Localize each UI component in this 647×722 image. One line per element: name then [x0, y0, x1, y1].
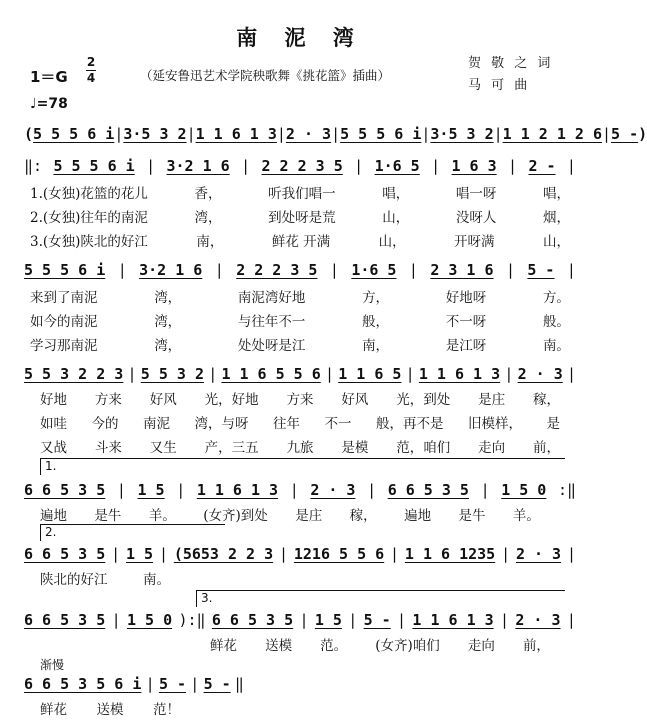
lyric: 如哇	[40, 416, 67, 432]
notation-group: 2 · 3	[310, 481, 356, 499]
notation-group: 5 -	[158, 675, 187, 693]
notation-group: 1 6 3	[451, 157, 497, 175]
lyric: 往年	[273, 416, 300, 432]
barline: |	[111, 611, 121, 629]
barline: |	[566, 365, 576, 383]
meter-bottom: 4	[86, 71, 96, 85]
lyric: 范！	[153, 702, 180, 718]
lyric: 方来	[94, 392, 122, 408]
lyric-line	[40, 436, 560, 456]
lyric: 遍地	[40, 508, 67, 524]
notation-group: 3·5 3 2	[430, 125, 494, 143]
intro-paren-open: (	[24, 125, 34, 143]
notation-group: 1 1 6 1 3	[412, 611, 494, 629]
lyric: 1.(女独)花篮的花儿	[30, 186, 148, 202]
lyric: 不一	[324, 416, 352, 432]
notation-group: 1 5	[314, 611, 342, 629]
lyric: 山，	[378, 234, 406, 250]
lyric: 2.(女独)往年的南泥	[30, 210, 148, 226]
notation-group: 1 5 0	[126, 611, 173, 629]
lyric: 唱一呀	[455, 186, 497, 202]
lyric: 走向	[467, 638, 495, 654]
barline: |	[354, 157, 364, 175]
notation-group: 1·6 5	[351, 261, 397, 279]
lyric: 如今的南泥	[30, 314, 98, 330]
lyric-line	[40, 568, 170, 588]
volta-bracket-2: 2.	[40, 524, 225, 541]
notation-group: 1 1 6 1235	[404, 545, 496, 563]
lyric: 方。	[542, 290, 570, 306]
lyric-line	[210, 634, 550, 654]
lyric: 是	[546, 416, 560, 432]
notation-group: 5 5 5 6 i	[53, 157, 135, 175]
barline: |	[504, 365, 514, 383]
lyric: 湾，	[194, 210, 222, 226]
lyric: 开呀满	[454, 234, 495, 250]
lyric: 产，三五	[204, 440, 259, 456]
notation-group: 2 3 1 6	[430, 261, 494, 279]
lyric-line	[30, 230, 570, 250]
lyric: 今的	[91, 416, 119, 432]
notation-group: 1·6 5	[374, 157, 420, 175]
repeat-start: ‖:	[24, 157, 43, 175]
time-signature	[86, 56, 96, 85]
barline: |	[324, 365, 335, 383]
lyric: 处处呀是江	[237, 338, 306, 354]
barline: |	[186, 125, 196, 143]
ritardando-mark: 渐慢	[40, 658, 65, 672]
lyric: 唱，	[382, 186, 410, 202]
barline: |	[276, 125, 286, 143]
notation-group: 1 1 6 5 5 6	[221, 365, 321, 383]
lyric: 南。	[143, 572, 170, 588]
notation-group: 5 -	[203, 675, 231, 693]
lyric: 好地	[40, 392, 67, 408]
barline: |	[390, 545, 400, 563]
barline: |	[408, 261, 418, 279]
song-title: 南 泥 湾	[236, 25, 364, 50]
lyric-line	[40, 504, 540, 524]
lyric: 羊。	[148, 508, 176, 524]
barline: |	[176, 481, 186, 499]
barline: |	[505, 261, 515, 279]
notation-group: 2 · 3	[515, 611, 561, 629]
notation-group: 5 -	[363, 611, 391, 629]
barline: |	[566, 157, 576, 175]
lyric: 斗来	[94, 440, 122, 456]
repeat-end: :‖	[557, 481, 576, 499]
lyric: 南泥湾好地	[237, 290, 306, 306]
lyric: 鲜花	[40, 702, 67, 718]
notation-group: (5653 2 2 3	[173, 545, 274, 563]
lyric: 是模	[341, 440, 369, 456]
lyric: 稼，	[349, 508, 377, 524]
notation-group: 1 1 2 1 2 6	[502, 125, 602, 143]
notation-group: 5 5 5 6 i	[340, 125, 422, 143]
notation-row-6	[24, 608, 576, 632]
notation-group: 6 6 5 3 5	[211, 611, 294, 629]
intro-paren-close: )	[638, 125, 647, 143]
lyric: 香，	[194, 186, 222, 202]
lyric: 般。	[542, 314, 570, 330]
lyric: 来到了南泥	[30, 290, 98, 306]
lyric: 九旅	[286, 440, 314, 456]
lyric: 前，	[522, 638, 550, 654]
lyric: 山，	[542, 234, 570, 250]
lyric: 鲜花	[210, 638, 237, 654]
notation-row-5	[24, 542, 576, 566]
barline: |	[493, 125, 503, 143]
barline: |	[566, 261, 576, 279]
lyric: 好风	[341, 392, 369, 408]
barline: |	[146, 157, 156, 175]
lyric: 范。	[320, 638, 348, 654]
barline: |	[421, 125, 431, 143]
lyric: 山，	[382, 210, 410, 226]
lyric: 听我们唱一	[268, 186, 336, 202]
lyric: 方，	[362, 290, 390, 306]
lyric: 湾，	[154, 290, 182, 306]
notation-group: 3·5 3 2	[123, 125, 187, 143]
lyricist-credit: 贺 敬 之 词	[468, 56, 554, 71]
lyric: 是庄	[478, 392, 506, 408]
barline: |	[602, 125, 612, 143]
meter-top: 2	[86, 55, 96, 69]
song-subtitle: （延安鲁迅艺术学院秧歌舞《挑花篮》插曲）	[140, 68, 391, 83]
notation-group: 2 · 3	[285, 125, 332, 143]
barline: |	[289, 481, 299, 499]
lyric-line	[40, 698, 180, 718]
lyric: 湾，与呀	[194, 416, 249, 432]
notation-group: 6 6 5 3 5 6 i	[24, 675, 142, 693]
notation-row-4	[24, 478, 576, 502]
lyric: 南，	[196, 234, 224, 250]
barline: |	[500, 611, 510, 629]
lyric-line	[30, 334, 570, 354]
notation-row-3	[24, 362, 576, 386]
lyric: 好风	[149, 392, 177, 408]
notation-group: 1 5	[137, 481, 165, 499]
lyric: 走向	[478, 440, 506, 456]
barline: |	[329, 261, 339, 279]
barline: |	[127, 365, 137, 383]
notation-group: 5 5 3 2	[140, 365, 204, 383]
barline: |	[566, 611, 576, 629]
key-signature: 1＝G	[30, 68, 68, 86]
lyric: 是牛	[94, 508, 122, 524]
lyric: 学习那南泥	[30, 338, 98, 354]
lyric: 南。	[542, 338, 570, 354]
lyric: 烟，	[542, 210, 570, 226]
barline: |	[397, 611, 407, 629]
notation-group: 5 -	[611, 125, 639, 143]
notation-group: 1 1 6 1 3	[196, 481, 279, 499]
notation-row-2	[24, 258, 576, 282]
barline: |	[111, 545, 121, 563]
lyric: 不一呀	[445, 314, 487, 330]
lyric: 遍地	[404, 508, 432, 524]
notation-group: 6 6 5 3 5	[24, 545, 106, 563]
lyric-line	[30, 286, 570, 306]
lyric-line	[30, 206, 570, 226]
notation-group: 5 5 3 2 2 3	[24, 365, 124, 383]
notation-group: 2 · 3	[515, 545, 562, 563]
lyric: 南，	[362, 338, 390, 354]
notation-group: 2 2 2 3 5	[261, 157, 343, 175]
lyric: 好地呀	[445, 290, 487, 306]
lyric: 唱，	[542, 186, 570, 202]
notation-group: 2 · 3	[517, 365, 563, 383]
lyric: 旧模样，	[468, 416, 522, 432]
barline: |	[566, 545, 576, 563]
notation-row-7	[24, 672, 244, 696]
lyric: (女齐)咱们	[375, 638, 440, 654]
barline: |	[480, 481, 490, 499]
notation-group: 6 6 5 3 5	[387, 481, 469, 499]
barline: |	[190, 675, 200, 693]
lyric: 湾，	[154, 314, 182, 330]
lyric: 稼，	[533, 392, 560, 408]
barline: |	[331, 125, 341, 143]
repeat-end: ):‖	[178, 611, 206, 629]
lyric: 是牛	[458, 508, 486, 524]
lyric: 方来	[286, 392, 314, 408]
notation-group: 1 5	[126, 545, 154, 563]
notation-group: 3·2 1 6	[166, 157, 230, 175]
lyric: 般，	[362, 314, 390, 330]
lyric: 3.(女独)陕北的好江	[30, 234, 148, 250]
barline: |	[241, 157, 251, 175]
barline: |	[279, 545, 289, 563]
lyric: 与往年不一	[237, 314, 306, 330]
lyric: 般，再不是	[376, 416, 444, 432]
lyric: 光，到处	[396, 392, 451, 408]
lyric: 送模	[265, 638, 293, 654]
notation-group: 6 6 5 3 5	[24, 481, 106, 499]
lyric-line	[30, 182, 570, 202]
barline: |	[158, 545, 168, 563]
barline: |	[299, 611, 309, 629]
notation-group: 1 1 6 1 3	[418, 365, 501, 383]
notation-group: 6 6 5 3 5	[24, 611, 106, 629]
barline: |	[117, 261, 127, 279]
notation-group: 1 5 0	[501, 481, 547, 499]
notation-row-1	[24, 154, 576, 178]
lyric: 又生	[149, 440, 177, 456]
lyric: 鲜花 开满	[271, 234, 331, 250]
lyric: 湾，	[154, 338, 182, 354]
barline: |	[145, 675, 155, 693]
notation-group: 2 2 2 3 5	[236, 261, 318, 279]
notation-group: 1 1 6 1 3	[195, 125, 277, 143]
barline: |	[214, 261, 224, 279]
lyric: 又战	[40, 440, 67, 456]
lyric: (女齐)到处	[203, 508, 268, 524]
notation-group: 2 -	[528, 157, 556, 175]
volta-bracket-3: 3.	[196, 590, 565, 607]
notation-group: 5 5 5 6 i	[24, 261, 106, 279]
notation-group: 5 -	[527, 261, 555, 279]
final-barline: ‖	[234, 675, 244, 693]
lyric: 光，好地	[204, 392, 259, 408]
barline: |	[501, 545, 511, 563]
lyric-line	[30, 310, 570, 330]
lyric-line	[40, 412, 560, 432]
lyric: 送模	[96, 702, 124, 718]
barline: |	[208, 365, 218, 383]
lyric: 陕北的好江	[40, 572, 108, 588]
lyric: 是江呀	[445, 338, 487, 354]
barline: |	[431, 157, 441, 175]
notation-group: 5 5 5 6 i	[33, 125, 115, 143]
barline: |	[348, 611, 358, 629]
notation-group: 3·2 1 6	[139, 261, 203, 279]
barline: |	[114, 125, 124, 143]
barline: |	[367, 481, 377, 499]
lyric: 羊。	[512, 508, 540, 524]
lyric: 前，	[533, 440, 560, 456]
notation-group: 1216 5 5 6	[293, 545, 385, 563]
tempo-mark: ♩=78	[30, 96, 68, 112]
lyric: 是庄	[295, 508, 323, 524]
lyric: 到处呀是荒	[268, 210, 336, 226]
lyric-line	[40, 388, 560, 408]
notation-group: 1 1 6 5	[338, 365, 402, 383]
lyric: 南泥	[143, 416, 170, 432]
lyric: 范，咱们	[396, 440, 451, 456]
barline: |	[116, 481, 126, 499]
volta-bracket-1: 1.	[40, 458, 565, 475]
barline: |	[508, 157, 518, 175]
composer-credit: 马 可 曲	[468, 78, 531, 93]
barline: |	[405, 365, 415, 383]
notation-row-intro	[24, 122, 647, 146]
lyric: 没呀人	[455, 210, 497, 226]
